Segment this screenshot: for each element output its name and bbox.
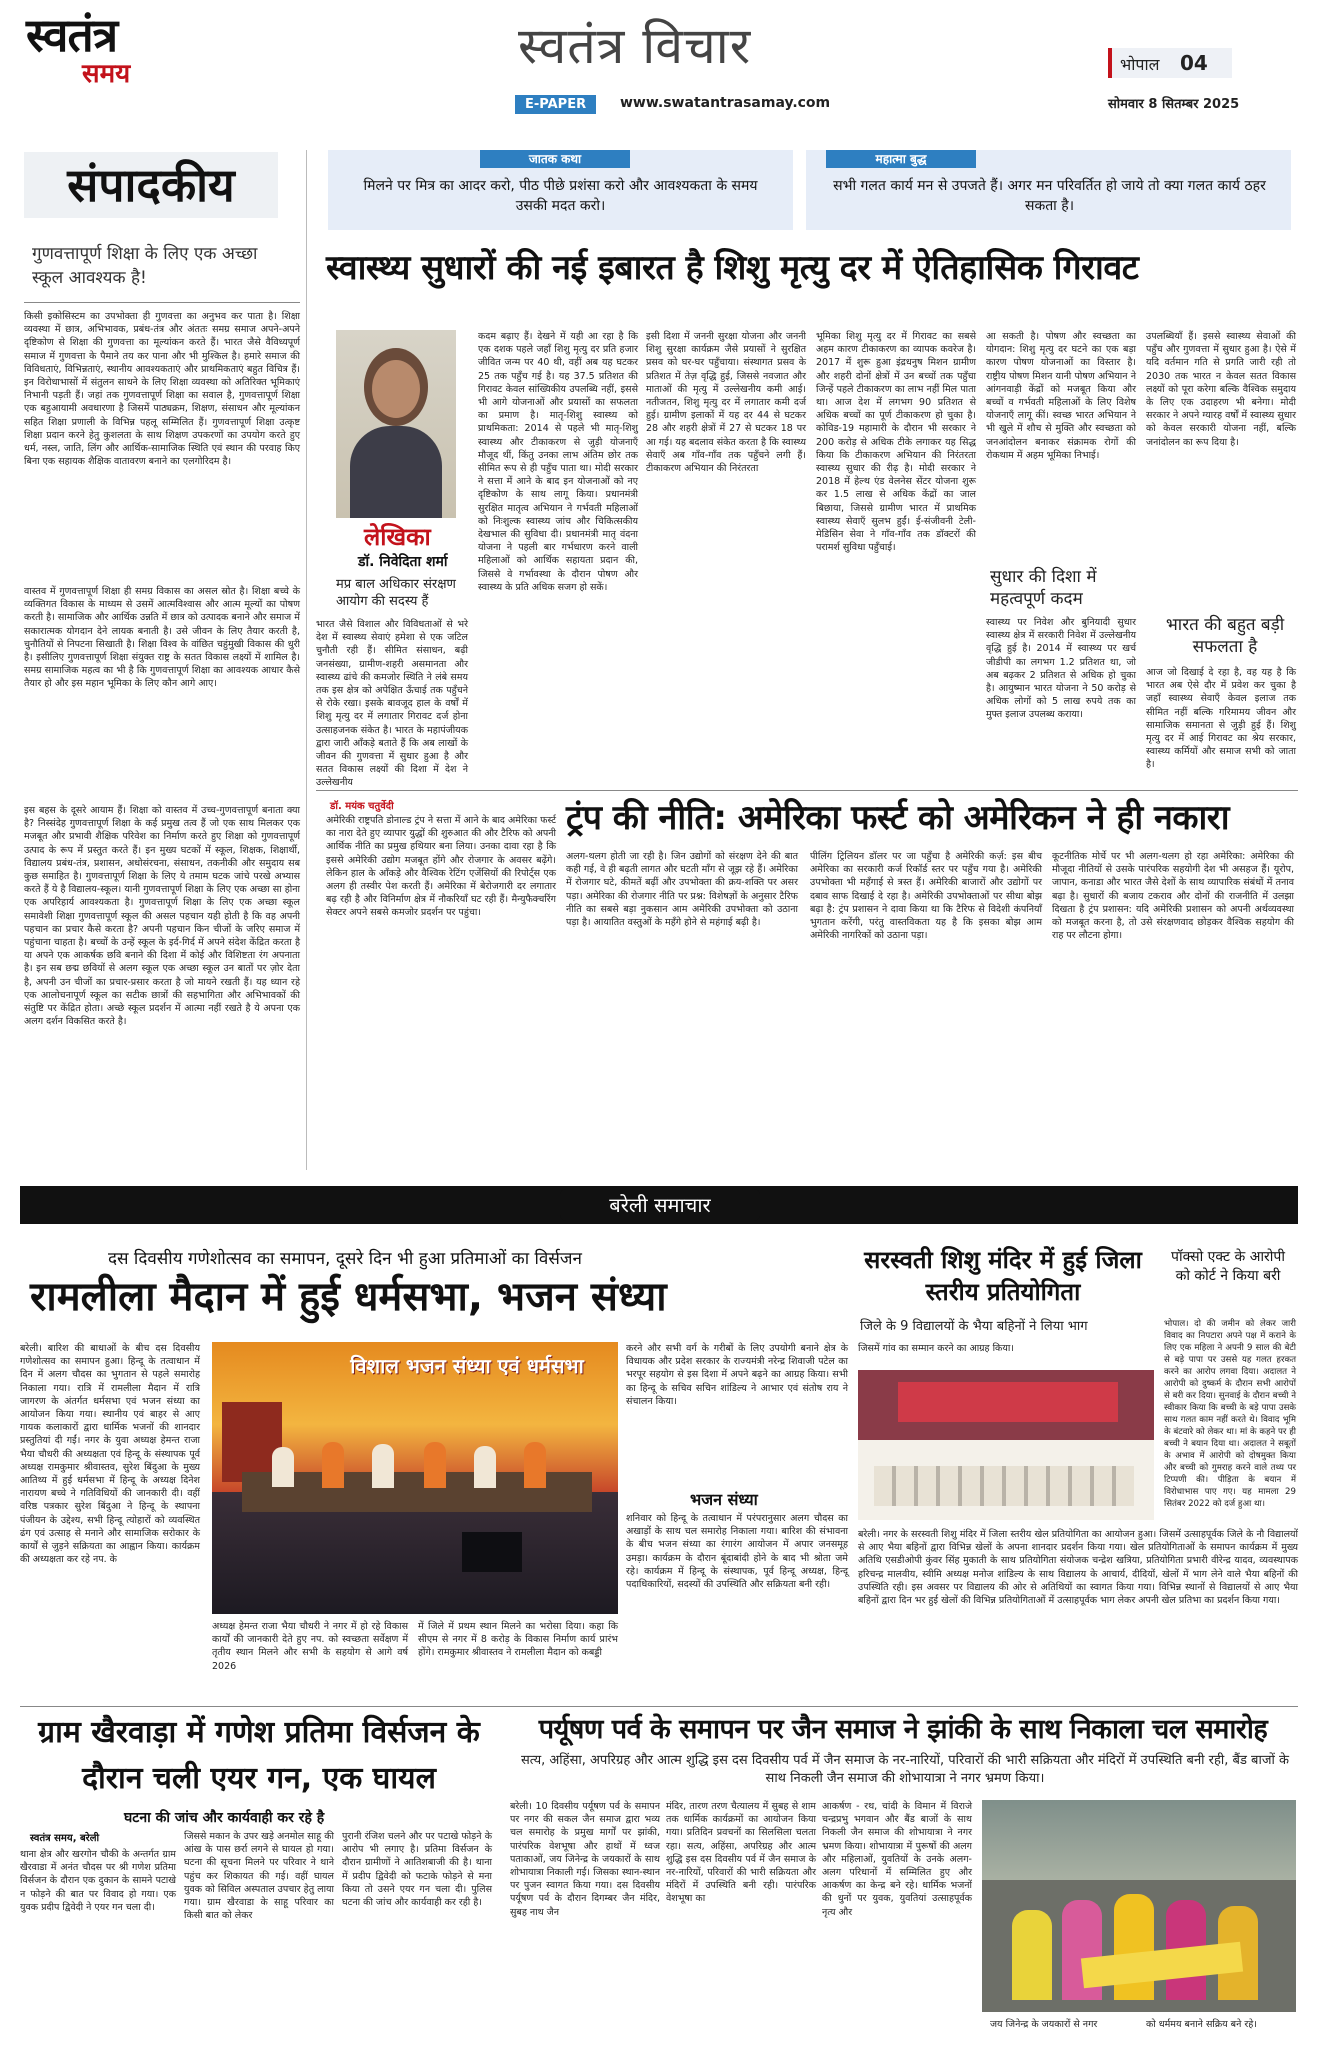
trump-col-3: पीलिंग ट्रिलियन डॉलर पर जा पहुँचा है अमेरिकी कर्ज़: इस बीच अमेरिका का सरकारी कर्ज रिकॉर्ड स्तर पर पहुँच गया है। अमेरिकी उपभोक्ता भी महँगाई से त्रस्त हैं। अमेरिकी बाजारों और उद्योगों पर दबाव साफ दिखाई दे रहा है। अमेरिकी उपभोक्ताओं पर सीधा बोझ बढ़ा है: ट्रंप प्रशासन ने दावा किया था कि टैरिफ से विदेशी कंपनियाँ भुगतान करेंगी, परंतु वास्तविकता यह है कि इसका बोझ आम अमेरिकी नागरिकों को उठाना पड़ा।: [810, 851, 1042, 942]
lead-headline: स्वास्थ्य सुधारों की नई इबारत है शिशु मृत्यु दर में ऐतिहासिक गिरावट: [326, 248, 1139, 288]
trump-col-2: अलग-थलग होती जा रही है। जिन उद्योगों को संरक्षण देने की बात कही गई, वे ही बढ़ती लागत और घटती माँग से जूझ रहे हैं। अमेरिका में रोजगार घटे, कीमतें बढ़ीं और उपभोक्ता की क्रय-शक्ति पर असर पड़ा। अमेरिका की रोजगार नीति पर प्रश्न: विशेषज्ञों के अनुसार टैरिफ नीति का सबसे बड़ा नुकसान आम अमेरिकी उपभोक्ता को उठाना पड़ा है। आयातित वस्तुओं के महँगे होने से महंगाई बढ़ी है।: [566, 851, 798, 929]
bhajan-head: भजन संध्या: [690, 1490, 758, 1509]
logo-bottom: समय: [82, 59, 131, 89]
pocso-body: भोपाल। दो की जमीन को लेकर जारी विवाद का निपटारा अपने पक्ष में कराने के लिए एक महिला ने अपनी 9 साल की बेटी से बड़े पापा पर उससे यह गलत हरकत करने का आरोप लगवा दिया। अदालत ने आरोपी को दुष्कर्म के दौरान सभी आरोपों से बरी कर दिया। सुनवाई के दौरान बच्ची ने स्वीकार किया कि बच्ची के बड़े पापा उसके साथ गलत काम नहीं करते थे। विवाद भूमि के बंटवारे को लेकर था। मां के कहने पर ही बच्ची ने बयान दिया था। अदालत ने सबूतों के अभाव में आरोपी को दोषमुक्त किया और बच्ची को गुमराह करने वाले तथ्य पर टिप्पणी की। पीड़िता के बयान में विरोधाभास पाए गए। यह मामला 29 सितंबर 2022 को दर्ज हुआ था।: [1164, 1319, 1296, 1509]
ramleela-headline: रामलीला मैदान में हुई धर्मसभा, भजन संध्या: [30, 1274, 667, 1320]
gram-byline: स्वतंत्र समय, बरेली: [30, 1833, 100, 1844]
lead-col-3: इसी दिशा में जननी सुरक्षा योजना और जननी शिशु सुरक्षा कार्यक्रम जैसे प्रयासों ने सुरक्षित प्रसव को घर-घर पहुँचाया। संस्थागत प्रसव के प्रतिशत में तेज़ वृद्धि हुई, जिससे नवजात और माताओं की मृत्यु में उल्लेखनीय कमी आई। नतीजतन, शिशु मृत्यु दर में लगातार कमी दर्ज हुई। ग्रामीण इलाकों में यह दर 44 से घटकर 28 और शहरी क्षेत्रों में 27 से घटकर 18 पर आ गई। यह बदलाव संकेत करता है कि स्वास्थ्य सेवाएँ अब गाँव-गाँव तक पहुँचने लगी हैं। टीकाकरण अभियान की निरंतरता: [646, 331, 806, 475]
ramleela-kicker: दस दिवसीय गणेशोत्सव का समापन, दूसरे दिन भी हुआ प्रतिमाओं का विर्सजन: [108, 1249, 582, 1269]
issue-date: सोमवार 8 सितम्बर 2025: [1108, 97, 1240, 112]
jain-col-2: मंदिर, तारण तरण चैत्यालय में सुबह से शाम तक धार्मिक कार्यक्रमों का आयोजन किया गया। प्रतिदिन प्रवचनों का सिलसिला चलता रहा। सत्य, अहिंसा, अपरिग्रह और आत्म शुद्धि इस दस दिवसीय पर्व में जैन समाज के नर-नारियों, परिवारों की भारी सक्रियता और मंदिरों में उपस्थिति बनी रही। पारंपरिक वेशभूषा का: [666, 1801, 816, 1905]
gram-col-3: पुरानी रंजिश चलने और पर पटाखे फोड़ने के आरोप भी लगाए है। प्रतिमा विर्सजन के दौरान ग्रामीणों ने आतिशबाजी की है। थाना में प्रदीप द्विवेदी को फटाके फोड़ने से मना किया तो उसने एयर गन चला दी। पुलिस घटना की जांच और कार्यवाही कर रही है।: [342, 1831, 492, 1909]
author-tag: लेखिका: [364, 523, 431, 551]
jain-caption-2: को धर्ममय बनाने सक्रिय बने रहे।: [1146, 2019, 1257, 2030]
ramleela-col-1: बरेली। बारिश की बाधाओं के बीच दस दिवसीय गणेशोत्सव का समापन हुआ। हिन्दू के तत्वाधान में दिन में अलग चौदस का भुगतान से पहले समारोह निकाला गया। रात्रि में रामलीला मैदान में रात्रि जागरण के अंतर्गत धर्मसभा एवं भजन संध्या का आयोजन किया गया। स्थानीय एवं बाहर से आए गायक कलाकारों द्वारा धार्मिक भजनों की शानदार प्रस्तुतियां दी गईं। नगर के युवा अध्यक्ष हेमन्त राजा भैया चौधरी की अध्यक्षता एवं हिन्दू के संस्थापक पूर्व अध्यक्ष रामकुमार श्रीवास्तव, सुरेश बिंदुआ के मुख्य आतिथ्य में हुई धर्मसभा में हिन्दू के अध्यक्ष दिनेश नारायण बच्चे ने गतिविधियों की जानकारी दी। वहीं वरिष्ठ पत्रकार सुरेश बिंदुआ ने हिन्दू के स्थापना पंजीयन के उद्देश्य, सभी हिन्दू त्योहारों को व्यवस्थित ढंग एवं उत्साह से मनाने और सामाजिक सरोकार के कार्यों से जुड़ने सक्रियता का आह्वान किया। कार्यक्रम की अध्यक्षता कर रहे नप. के: [20, 1343, 200, 1566]
lead-col-5: आ सकती है। पोषण और स्वच्छता का योगदान: शिशु मृत्यु दर घटने का एक बड़ा कारण पोषण योजनाओं का विस्तार है। राष्ट्रीय पोषण मिशन यानी पोषण अभियान ने आंगनवाड़ी केंद्रों को मजबूत किया और बच्चों व गर्भवती महिलाओं के लिए विशेष योजनाएँ लागू कीं। स्वच्छ भारत अभियान ने भी खुले में शौच से मुक्ति और स्वच्छता को जनआंदोलन बनाकर संक्रामक रोगों की रोकथाम में अहम भूमिका निभाई।: [986, 331, 1136, 461]
ramleela-col-2: में जिले में प्रथम स्थान मिलने का भरोसा दिया। कहा कि सीएम से नगर में 8 करोड़ के विकास निर्माण कार्य प्रारंभ होंगे। रामकुमार श्रीवास्तव ने रामलीला मैदान को कबड्डी: [418, 1621, 618, 1659]
website-url[interactable]: www.swatantrasamay.com: [620, 95, 831, 111]
jain-sub: सत्य, अहिंसा, अपरिग्रह और आत्म शुद्धि इस दस दिवसीय पर्व में जैन समाज के नर-नारियों, परिवारों की भारी सक्रियता और मंदिरों में उपस्थिति बनी रही, बैंड बाजों के साथ निकली जैन समाज की शोभायात्रा ने नगर भ्रमण किया।: [521, 1753, 1289, 1786]
buddha-label: महात्मा बुद्ध: [826, 150, 976, 168]
ramleela-col-3: करने और सभी वर्ग के गरीबों के लिए उपयोगी बनाने क्षेत्र के विधायक और प्रदेश सरकार के राज्यमंत्री नरेन्द्र शिवाजी पटेल का भरपूर सहयोग से इस दिशा में अपने बढ़ने का आग्रह किया। सभी का हिन्दू के सचिव सचिन शांडिल्य ने आभार एवं संतोष राय ने संचालन किया।: [626, 1343, 848, 1407]
lead-col-5-subhead: सुधार की दिशा में महत्वपूर्ण कदम: [990, 567, 1097, 609]
saraswati-sub: जिले के 9 विद्यालयों के भैया बहिनों ने लिया भाग: [860, 1319, 1088, 1334]
jain-caption: जय जिनेन्द्र के जयकारों से नगर: [990, 2019, 1098, 2030]
lead-col-5b: स्वास्थ्य पर निवेश और बुनियादी सुधार स्वास्थ्य क्षेत्र में सरकारी निवेश में उल्लेखनीय वृद्धि हुई है। 2014 में स्वास्थ्य पर खर्च जीडीपी का लगभग 1.2 प्रतिशत था, जो अब बढ़कर 2 प्रतिशत से अधिक हो चुका है। आयुष्मान भारत योजना ने 50 करोड़ से अधिक लोगों को 5 लाख रुपये तक का मुफ्त इलाज उपलब्ध कराया।: [986, 617, 1136, 721]
gram-col-1: थाना क्षेत्र और खरगोन चौकी के अन्तर्गत ग्राम खैरवाडा में अनंत चौदस पर श्री गणेश प्रतिमा विर्सजन के दौरान एक दुकान के सामने पटाखे न फोड़ने की बात पर विवाद हो गया। एक युवक प्रदीप द्विवेदी ने एयर गन चला दी।: [20, 1849, 176, 1913]
trump-col-4: कूटनीतिक मोर्चे पर भी अलग-थलग हो रहा अमेरिका: अमेरिका की मौजूदा नीतियों से उसके पारंपरिक सहयोगी देश भी असहज हैं। यूरोप, जापान, कनाडा और भारत जैसे देशों के साथ व्यापारिक संबंधों में तनाव बढ़ा है। सुधारों की बजाय टकराव और दोनों की राजनीति में उलझा दिखता है ट्रंप प्रशासन: यदि अमेरिकी प्रशासन को अपनी अर्थव्यवस्था को मजबूत करना है, तो उसे संरक्षणवाद छोड़कर वैश्विक सहयोग की राह पर लौटना होगा।: [1052, 851, 1294, 942]
editorial-column: [20, 150, 307, 1170]
saraswati-photo: [858, 1370, 1154, 1520]
lead-col-1: भारत जैसे विशाल और विविधताओं से भरे देश में स्वास्थ्य सेवाएं हमेशा से एक जटिल चुनौती रही हैं। सीमित संसाधन, बढ़ी जनसंख्या, ग्रामीण-शहरी असमानता और स्वास्थ्य ढांचे की कमजोर स्थिति ने लंबे समय तक इस क्षेत्र को अपेक्षित ऊँचाई तक पहुँचने से रोके रखा। इसके बावजूद हाल के वर्षों में शिशु मृत्यु दर में लगातार गिरावट दर्ज होना उत्साहजनक संकेत है। भारत के महापंजीयक द्वारा जारी आँकड़े बताते हैं कि अब लाखों के जीवन की गुणवत्ता में सुधार हुआ है और सतत विकास लक्ष्यों की दिशा में देश ने उल्लेखनीय: [316, 619, 468, 789]
ramleela-photo: [212, 1342, 618, 1614]
bareilly-banner-label: बरेली समाचार: [560, 1189, 760, 1221]
editorial-para-1: किसी इकोसिस्टम का उपभोक्ता ही गुणवत्ता का अनुभव कर पाता है। शिक्षा व्यवस्था में छात्र, अभिभावक, प्रबंध-तंत्र और अंततः समग्र समाज अपने-अपने दृष्टिकोण से शिक्षा की गुणवत्ता का मूल्यांकन करते हैं। भारत जैसे वैविध्यपूर्ण समाज में गुणवत्ता के पैमाने तय कर पाना और भी मुश्किल है। हमारे समाज की विविधताएं, विभिन्नताएं, स्थानीय आवश्यकताएं और प्राथमिकताएं बहुत विचित्र हैं। इन विरोधाभासों में संतुलन साधने के लिए शिक्षा व्यवस्था को अतिरिक्त भूमिकाएं निभानी पड़ती हैं। जहां तक गुणवत्तापूर्ण शिक्षा का सवाल है, गुणवत्तापूर्ण शिक्षा एक बहुआयामी अवधारणा है जिसमें पाठ्यक्रम, शिक्षण, संसाधन और मूल्यांकन सहित शिक्षा प्रणाली के विभिन्न पहलू सम्मिलित हैं। गुणवत्तापूर्ण शिक्षा उत्कृष्ट शिक्षा प्रदान करने हेतु कुशलता के साथ शिक्षण उपकरणों का उपयोग करते हुए धर्म, नस्ल, जाति, लिंग और आर्थिक-सामाजिक स्थिति एवं स्थान की परवाह किए बिना एक सहायक शैक्षिक वातावरण बनाने का एलगोरिदम है।: [24, 311, 300, 468]
jain-col-1: बरेली। 10 दिवसीय पर्यूषण पर्व के समापन पर नगर की सकल जैन समाज द्वारा भव्य चल समारोह के प्रमुख मार्गों पर झांकी, पारंपरिक वेशभूषा और हाथों में ध्वज पताकाओं, जय जिनेन्द्र के जयकारों के साथ शोभायात्रा निकाली गई। जिसका स्थान-स्थान पर पुजन स्वागत किया गया। दस दिवसीय पर्यूषण पर्व के दौरान दिगम्बर जैन मंदिर, सुबह नाथ जैन: [510, 1801, 660, 1918]
editorial-title-rule: [24, 302, 300, 303]
lead-col-6-subhead: भारत की बहुत बड़ी सफलता है: [1165, 615, 1285, 657]
lead-col-6b: आज जो दिखाई दे रहा है, वह यह है कि भारत अब ऐसे दौर में प्रवेश कर चुका है जहाँ स्वास्थ्य सेवाएँ केवल इलाज तक सीमित नहीं बल्कि गरिमामय जीवन और सामाजिक समानता से जुड़ी हुई हैं। शिशु मृत्यु दर में आई गिरावट का श्रेय सरकार, स्वास्थ्य कर्मियों और समाज सभी को जाता है।: [1146, 667, 1296, 771]
jain-photo: [982, 1800, 1296, 2012]
jatak-box: [328, 150, 793, 230]
author-photo: [336, 330, 456, 518]
saraswati-body: बरेली। नगर के सरस्वती शिशु मंदिर में जिला स्तरीय खेल प्रतियोगिता का आयोजन हुआ। जिसमें उत्साहपूर्वक जिले के नौ विद्यालयों से आए भैया बहिनों द्वारा विभिन्न खेलों के अपना शानदार प्रदर्शन किया गया। खेल प्रतियोगिताओं के समापन कार्यक्रम में मुख्य अतिथि एसडीओपी कुंवर सिंह मुकाती के साथ प्रतियोगिता संयोजक चन्द्रेश खत्रिया, प्रतियोगिता प्रभारी वीरेन्द्र यादव, व्यवस्थापक हरिचन्द्र मालवीय, स्वीमि अध्यक्ष मनोज शांडिल्य के साथ विद्यालय के आचार्य, दीदियों, खेलों में भाग लेने वाले भैया बहिनों की उपस्थिति रही। इस अवसर पर विद्यालय की ओर से अतिथियों का स्वागत किया गया। विभिन्न स्थानों से विद्यालयों से आए भैया बहिनों द्वारा दिन भर हुई खेलों की विभिन्न प्रतियोगिताओं में उत्साहपूर्वक भाग लेकर अपनी खेल प्रतिभा का प्रदर्शन किया गया।: [858, 1529, 1298, 1607]
page-box: [1108, 48, 1232, 78]
pocso-headline: पॉक्सो एक्ट के आरोपी को कोर्ट ने किया बरी: [1171, 1249, 1285, 1284]
lead-col-6: उपलब्धियाँ हैं। इससे स्वास्थ्य सेवाओं की पहुँच और गुणवत्ता में सुधार हुआ है। ऐसे में यदि वर्तमान गति से प्रगति जारी रही तो 2030 तक भारत न केवल सतत विकास लक्ष्यों को पूरा करेगा बल्कि वैश्विक समुदाय के लिए एक उदाहरण भी बनेगा। मोदी सरकार ने अपने ग्यारह वर्षों में स्वास्थ्य सुधार को केवल सरकारी योजना नहीं, बल्कि जनांदोलन का रूप दिया है।: [1146, 331, 1296, 448]
lead-divider: [316, 790, 1298, 791]
jatak-label: जातक कथा: [480, 150, 630, 168]
logo: [26, 10, 276, 90]
trump-byline: डॉ. मयंक चतुर्वेदी: [330, 801, 394, 812]
gram-headline: ग्राम खैरवाड़ा में गणेश प्रतिमा विर्सजन के दौरान चली एयर गन, एक घायल: [38, 1715, 480, 1796]
ramleela-banner-text: विशाल भजन संध्या एवं धर्मसभा: [350, 1354, 584, 1378]
ramleela-caption: अध्यक्ष हेमन्त राजा भैया चौधरी ने नगर में हो रहे विकास कार्यों की जानकारी देते हुए नप. को स्वच्छता सर्वेक्षण में तृतीय स्थान मिलने और सभी के सहयोग से आगे वर्ष 2026: [212, 1621, 408, 1672]
author-name: डॉ. निवेदिता शर्मा: [358, 554, 448, 570]
jain-col-3: आकर्षण - रथ, चांदी के विमान में विराजे चन्द्रप्रभु भगवान और बैंड बाजों के साथ निकली जैन समाज की शोभायात्रा ने नगर भ्रमण किया। शोभायात्रा में पुरूषों की अलग और महिलाओं, युवतियों के उनके अलग-अलग परिधानों में सम्मिलित हुए और आकर्षण का केन्द्र बने रहे। धार्मिक भजनों की धुनों पर युवक, युवतियां उत्साहपूर्वक नृत्य और: [822, 1801, 972, 1918]
gram-col-2: जिससे मकान के उपर खड़े अनमोल साहू की आंख के पास छर्रा लगने से घायल हो गया। घटना की सूचना मिलने पर परिवार ने थाने पहुंच कर शिकायत की गई। वहीं घायल युवक को सिविल अस्पताल उपचार हेतु लाया गया। ग्राम खैरवाडा के साहू परिवार का किसी बात को लेकर: [184, 1831, 335, 1922]
page-number: 04: [1180, 51, 1208, 75]
jain-headline: पर्यूषण पर्व के समापन पर जैन समाज ने झांकी के साथ निकाला चल समारोह: [538, 1714, 1268, 1745]
saraswati-headline: सरस्वती शिशु मंदिर में हुई जिला स्तरीय प्रतियोगिता: [864, 1246, 1142, 1306]
editorial-para-2: वास्तव में गुणवत्तापूर्ण शिक्षा ही समग्र विकास का असल स्रोत है। शिक्षा बच्चे के व्यक्तिगत विकास के माध्यम से उसमें आत्मविश्वास और आत्म मूल्यों का पोषण करती है। सामाजिक और आर्थिक उन्नति में छात्र को उत्पादक बनाने और समाज में सकारात्मक योगदान देने लायक बनाती है। उसे जीवन के लिए तैयार करती है, चुनौतियों से निपटना सिखाती है। शिक्षा विश्व के वांछित चहुंमुखी विकास की धुरी है। इसीलिए गुणवत्तापूर्ण शिक्षा संयुक्त राष्ट्र के सतत विकास लक्ष्यों में शामिल है। समग्र सामाजिक महत्व का भी है कि गुणवत्तापूर्ण शिक्षा का आवश्यक आधार कैसे तैयार हो और इस महान भूमिका के लिए कौन आगे आए।: [24, 586, 300, 690]
epaper-tag: E-PAPER: [515, 95, 596, 114]
jatak-text: मिलने पर मित्र का आदर करो, पीठ पीछे प्रशंसा करो और आवश्यकता के समय उसकी मदत करो।: [363, 178, 758, 214]
saraswati-col-1: जिसमें गांव का सम्मान करने का आग्रह किया।: [858, 1343, 1014, 1354]
buddha-box: [806, 150, 1291, 230]
lead-col-2: कदम बढ़ाए हैं। देखने में यही आ रहा है कि एक दशक पहले जहाँ शिशु मृत्यु दर प्रति हजार जीवित जन्म पर 40 थी, वहीं अब यह घटकर 25 तक पहुँच गई है। यह 37.5 प्रतिशत की गिरावट केवल सांख्यिकीय उपलब्धि नहीं, इससे भी आगे योजनाओं और प्रयासों का सफलता का प्रमाण है। मातृ-शिशु स्वास्थ्य को प्राथमिकता: 2014 से पहले भी मातृ-शिशु स्वास्थ्य और टीकाकरण से जुड़ी योजनाएँ मौजूद थीं, किंतु उनका लाभ अंतिम छोर तक सीमित रूप से ही पहुँच पाता था। मोदी सरकार ने सत्ता में आने के बाद इन योजनाओं को नए दृष्टिकोण के साथ लागू किया। प्रधानमंत्री सुरक्षित मातृत्व अभियान ने गर्भवती महिलाओं को निःशुल्क स्वास्थ्य जांच और चिकित्सकीय देखभाल की सुविधा दी। प्रधानमंत्री मातृ वंदना योजना ने पहली बार गर्भधारण करने वाली महिलाओं को आर्थिक सहायता प्रदान की, जिससे वे गर्भावस्था के दौरान पोषण और स्वास्थ्य के प्रति अधिक सजग हो सकें।: [478, 331, 638, 593]
bareilly-divider: [20, 1706, 1298, 1707]
lead-col-4: भूमिका शिशु मृत्यु दर में गिरावट का सबसे अहम कारण टीकाकरण का व्यापक कवरेज है। 2017 में शुरू हुआ इंद्रधनुष मिशन ग्रामीण और शहरी दोनों क्षेत्रों में उन बच्चों तक पहुँचा जिन्हें पहले टीकाकरण का लाभ नहीं मिल पाता था। आज देश में लगभग 90 प्रतिशत से अधिक बच्चों का पूर्ण टीकाकरण हो चुका है। कोविड-19 महामारी के दौरान भी सरकार ने 200 करोड़ से अधिक टीके लगाकर यह सिद्ध किया कि टीकाकरण अभियान की निरंतरता स्वास्थ्य सुधार की रीढ़ है। मोदी सरकार ने 2018 में हेल्थ एंड वेलनेस सेंटर योजना शुरू कर 1.5 लाख से अधिक केंद्रों का जाल बिछाया, जिससे ग्रामीण भारत में प्राथमिक स्वास्थ्य सेवाएँ सुलभ हुईं। ई-संजीवनी टेली-मेडिसिन सेवा ने गाँव-गाँव तक डॉक्टरों की परामर्श सुविधा पहुँचाई।: [816, 331, 976, 554]
city-label: भोपाल: [1120, 55, 1160, 74]
gram-sub: घटना की जांच और कार्यवाही कर रहे है: [124, 1810, 325, 1826]
buddha-text: सभी गलत कार्य मन से उपजते हैं। अगर मन परिवर्तित हो जाये तो क्या गलत कार्य ठहर सकता है।: [833, 178, 1266, 214]
editorial-title: गुणवत्तापूर्ण शिक्षा के लिए एक अच्छा स्कूल आवश्यक है!: [32, 244, 258, 288]
ramleela-col-4: शनिवार को हिन्दू के तत्वाधान में परंपरानुसार अलग चौदस का अखाड़ों के साथ चल समारोह निकाला गया। बारिश की संभावना के बीच भजन संध्या का रंगारंग आयोजन में अपार जनसमूह उमड़ा। कार्यक्रम के दौरान बूंदाबांदी होने के बाद भी श्रोता जमे रहे। कार्यक्रम में हिन्दू के संस्थापक, पूर्व हिन्दू अध्यक्ष, हिन्दू पदाधिकारियों, सदस्यों की उपस्थिति और सक्रियता बनी रही।: [626, 1513, 848, 1591]
editorial-para-3: इस बहस के दूसरे आयाम हैं। शिक्षा को वास्तव में उच्च-गुणवत्तापूर्ण बनाता क्या है? निस्संदेह गुणवत्तापूर्ण शिक्षा के कई प्रमुख तत्व हैं जो एक साथ मिलकर एक मजबूत और प्रभावी शैक्षिक परिवेश का निर्माण करते हुए शिक्षा को गुणवत्तापूर्ण उत्पाद के रूप में प्रस्तुत करते हैं। इन मुख्य घटकों में स्कूल, शिक्षक, शिक्षार्थी, विद्यालय प्रबंध-तंत्र, प्रशासन, अधोसंरचना, संसाधन, तकनीकी और समुदाय सब कुछ समाहित है। गुणवत्तापूर्ण शिक्षा के लिए ये तमाम घटक जांचे परखे अभ्यास करते हैं ये है विद्यालय-स्कूल। यानी गुणवत्तापूर्ण शिक्षा के लिए एक अच्छा सा होना एक अपरिहार्य आवश्यकता है। गुणवत्तापूर्ण शिक्षा के लिए एक अच्छा स्कूल समावेशी शिक्षा गुणवत्तापूर्ण स्कूल की असल पहचान यही होती है कि वह अपनी पहचान का प्रचार कैसे करता है? अपनी पहचान किन चीजों के जरिए समाज में पहुंचाना चाहता है। बच्चों के उन्हें स्कूल के इर्द-गिर्द में अपने संदेश केंद्रित करता है या अपने एक आकर्षक छवि बनाने की दिशा में कोई और विशिष्टता रंग अपनाता है। इन सब छद्म छवियों से अलग स्कूल एक अच्छा स्कूल उन बातों पर ज़ोर देता है, अपनी उन चीजों का प्रचार-प्रसार करता है जो मायने रखती हैं। यह ध्यान रहे एक आलोचनापूर्ण स्कूल का सटीक छात्रों की सहभागिता और अभिभावकों की संतुष्टि पर केंद्रित होता। अच्छे स्कूल प्रदर्शन में आत्मा नहीं रखते है ये अपना एक अलग दर्शन विकसित करते है।: [24, 805, 300, 1028]
bareilly-banner: [20, 1186, 1298, 1224]
logo-top: स्वतंत्र: [26, 8, 118, 62]
author-role: मप्र बाल अधिकार संरक्षण आयोग की सदस्य हैं: [336, 577, 456, 609]
paper-title: स्वतंत्र विचार: [518, 17, 752, 75]
trump-headline: ट्रंप की नीति: अमेरिका फर्स्ट को अमेरिकन ने ही नकारा: [566, 798, 1230, 838]
editorial-heading: संपादकीय: [24, 152, 278, 218]
trump-col-1: अमेरिकी राष्ट्रपति डोनाल्ड ट्रंप ने सत्ता में आने के बाद अमेरिका फर्स्ट का नारा देते हुए व्यापार युद्धों की शुरुआत की और टैरिफ को अपनी आर्थिक नीति का प्रमुख हथियार बना लिया। उनका दावा रहा है कि इससे अमेरिकी उद्योग मजबूत होंगे और रोजगार के अवसर बढ़ेंगे। लेकिन हाल के आँकड़े और वैश्विक रेटिंग एजेंसियों की रिपोर्ट्स एक अलग ही तस्वीर पेश करती हैं। अमेरिका में बेरोजगारी दर लगातार बढ़ रही है और विनिर्माण क्षेत्र में नौकरियाँ घट रही हैं। मैन्युफैक्चरिंग सेक्टर अपने सबसे कमजोर प्रदर्शन पर पहुंचा।: [326, 815, 556, 919]
